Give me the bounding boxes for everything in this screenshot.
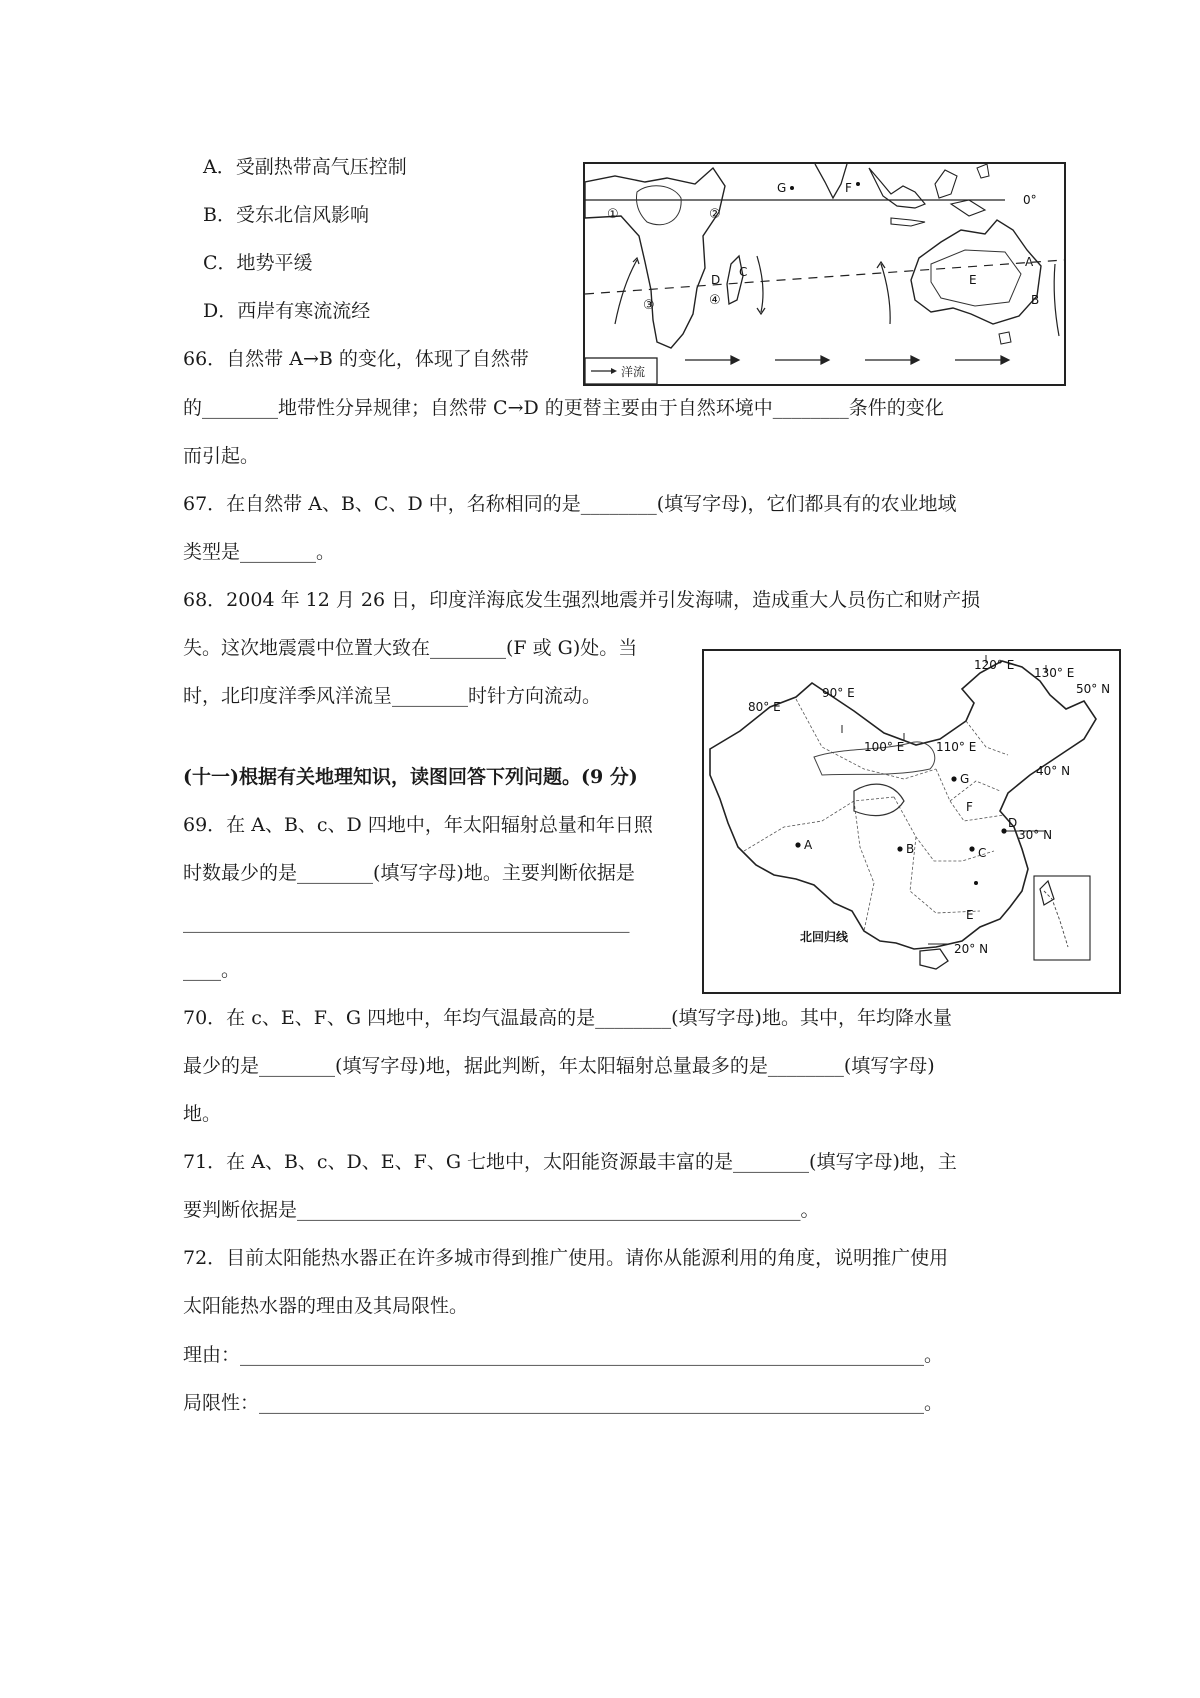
svg-text:G: G bbox=[960, 772, 970, 786]
q72-limitation: 局限性：______________________________________________________________________。 bbox=[183, 1392, 944, 1414]
svg-text:B: B bbox=[1031, 293, 1040, 307]
svg-text:0°: 0° bbox=[1023, 193, 1037, 207]
option-d: D．西岸有寒流流经 bbox=[203, 300, 371, 322]
svg-text:40° N: 40° N bbox=[1036, 764, 1071, 778]
svg-text:90° E: 90° E bbox=[822, 686, 855, 700]
option-b: B．受东北信风影响 bbox=[203, 204, 369, 226]
q72-reason: 理由：________________________________________________________________________。 bbox=[183, 1344, 944, 1366]
svg-text:①: ① bbox=[607, 207, 619, 222]
svg-text:D: D bbox=[711, 273, 721, 287]
svg-text:E: E bbox=[969, 273, 977, 287]
svg-text:G: G bbox=[777, 181, 787, 195]
q66-line3: 而引起。 bbox=[183, 445, 260, 467]
q69-line3: _______________________________________________ bbox=[183, 911, 630, 933]
svg-text:④: ④ bbox=[709, 293, 721, 308]
svg-text:130° E: 130° E bbox=[1034, 666, 1075, 680]
svg-text:北回归线: 北回归线 bbox=[800, 930, 849, 944]
indian-ocean-map bbox=[583, 162, 1066, 386]
china-map bbox=[702, 649, 1121, 994]
option-a: A．受副热带高气压控制 bbox=[203, 156, 407, 178]
svg-text:C: C bbox=[739, 265, 748, 279]
svg-text:A: A bbox=[804, 838, 813, 852]
option-c: C．地势平缓 bbox=[203, 252, 313, 274]
svg-text:50° N: 50° N bbox=[1076, 682, 1111, 696]
q71-line1: 71．在 A、B、c、D、E、F、G 七地中，太阳能资源最丰富的是________(填写字母)地，主 bbox=[183, 1151, 957, 1173]
svg-text:③: ③ bbox=[643, 298, 655, 313]
svg-text:110° E: 110° E bbox=[936, 740, 977, 754]
svg-text:80° E: 80° E bbox=[748, 700, 781, 714]
svg-text:B: B bbox=[906, 842, 915, 856]
q68-line3: 时，北印度洋季风洋流呈________时针方向流动。 bbox=[183, 685, 602, 707]
svg-text:洋流: 洋流 bbox=[621, 365, 646, 379]
svg-text:E: E bbox=[966, 908, 974, 922]
q66-line1: 66．自然带 A→B 的变化，体现了自然带 bbox=[183, 348, 529, 370]
q69-line2: 时数最少的是________(填写字母)地。主要判断依据是 bbox=[183, 862, 635, 884]
svg-text:A: A bbox=[1025, 255, 1034, 269]
svg-text:F: F bbox=[966, 800, 973, 814]
q72-line2: 太阳能热水器的理由及其局限性。 bbox=[183, 1295, 469, 1317]
q70-line2: 最少的是________(填写字母)地，据此判断，年太阳辐射总量最多的是________(填写字母) bbox=[183, 1055, 935, 1077]
q68-line2: 失。这次地震震中位置大致在________(F 或 G)处。当 bbox=[183, 637, 638, 659]
svg-text:②: ② bbox=[709, 207, 721, 222]
svg-text:120° E: 120° E bbox=[974, 658, 1015, 672]
svg-text:D: D bbox=[1008, 816, 1018, 830]
q69-line4: ____。 bbox=[183, 959, 241, 981]
q70-line3: 地。 bbox=[183, 1103, 222, 1125]
svg-text:C: C bbox=[978, 846, 987, 860]
q66-line2: 的________地带性分异规律；自然带 C→D 的更替主要由于自然环境中________条件的变化 bbox=[183, 397, 944, 419]
q69-line1: 69．在 A、B、c、D 四地中，年太阳辐射总量和年日照 bbox=[183, 814, 653, 836]
q67-line1: 67．在自然带 A、B、C、D 中，名称相同的是________(填写字母)，它们都具有的农业地域 bbox=[183, 493, 957, 515]
q68-line1: 68．2004 年 12 月 26 日，印度洋海底发生强烈地震并引发海啸，造成重大人员伤亡和财产损 bbox=[183, 589, 981, 611]
q72-line1: 72．目前太阳能热水器正在许多城市得到推广使用。请你从能源利用的角度，说明推广使用 bbox=[183, 1247, 949, 1269]
svg-text:100° E: 100° E bbox=[864, 740, 905, 754]
q67-line2: 类型是________。 bbox=[183, 541, 336, 563]
q70-line1: 70．在 c、E、F、G 四地中，年均气温最高的是________(填写字母)地。其中，年均降水量 bbox=[183, 1007, 952, 1029]
section-title: (十一)根据有关地理知识，读图回答下列问题。(9 分) bbox=[183, 766, 638, 788]
svg-text:30° N: 30° N bbox=[1018, 828, 1053, 842]
svg-text:F: F bbox=[845, 181, 852, 195]
svg-text:20° N: 20° N bbox=[954, 942, 989, 956]
q71-line2: 要判断依据是_____________________________________________________。 bbox=[183, 1199, 820, 1221]
